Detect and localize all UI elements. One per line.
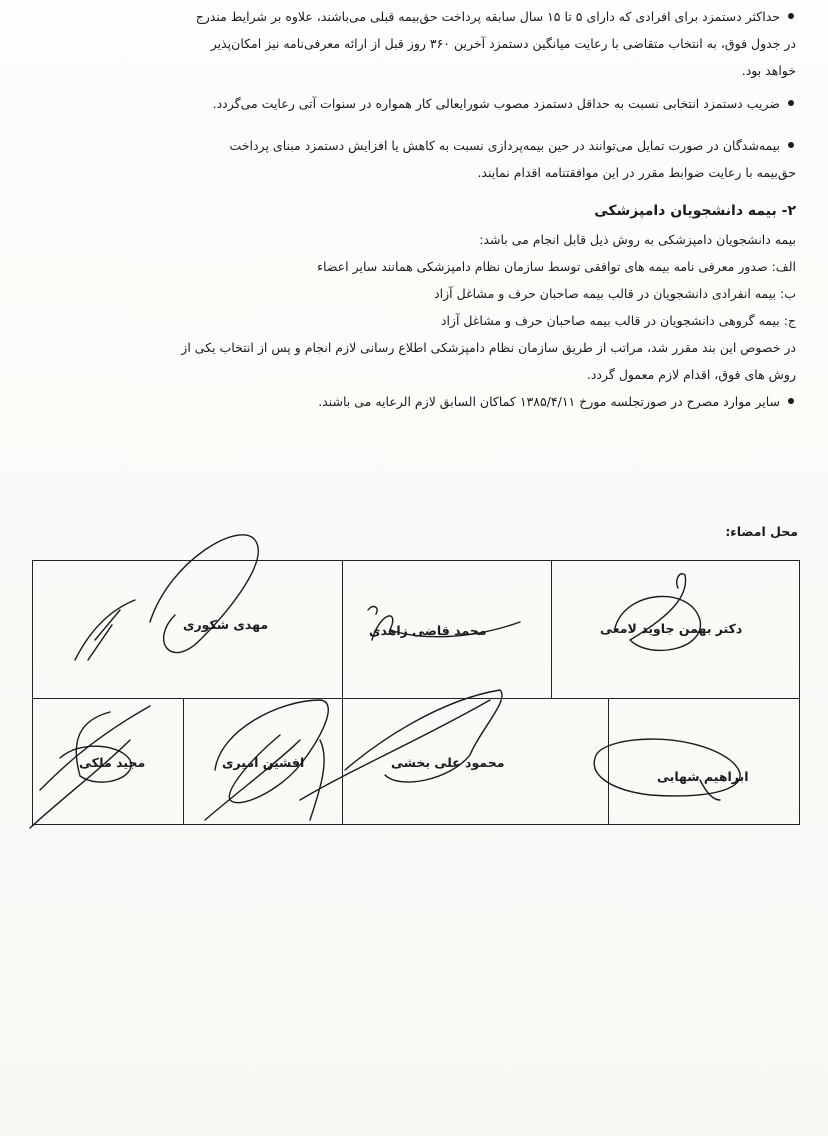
paragraph-line: در خصوص این بند مقرر شد، مراتب از طریق سازمان نظام دامپزشکی اطلاع رسانی لازم انجام و پس از انتخاب یکی از bbox=[181, 340, 796, 355]
signature-cell bbox=[33, 561, 343, 699]
signer-name: ابراهیم شهابی bbox=[657, 769, 749, 784]
signature-cell bbox=[609, 699, 800, 825]
paragraph-max-wage bbox=[36, 3, 796, 84]
signer-name: دکتر بهمن جاوید لامعی bbox=[600, 621, 743, 636]
paragraph-line: در جدول فوق، به انتخاب متقاضی با رعایت میانگین دستمزد آخرین ۳۶۰ روز قبل از ارائه معرفی‌نامه نیز امکان‌پذیر bbox=[210, 36, 796, 51]
paragraph-wage-coefficient bbox=[36, 90, 796, 117]
section-intro: بیمه دانشجویان دامپزشکی به روش ذیل قابل انجام می باشد: bbox=[479, 232, 796, 247]
signature-cell bbox=[33, 699, 184, 825]
paragraph-line: بیمه‌شدگان در صورت تمایل می‌توانند در حین بیمه‌پردازی نسبت به کاهش یا افزایش دستمزد مبنای پرداخت bbox=[36, 132, 796, 159]
paragraph-line: حق‌بیمه با رعایت ضوابط مقرر در این موافقتنامه اقدام نمایند. bbox=[477, 165, 796, 180]
paragraph-line: سایر موارد مصرح در صورتجلسه مورخ ۱۳۸۵/۴/۱۱ کماکان السابق لازم الرعایه می باشند. bbox=[36, 388, 796, 415]
signer-name: افشین امیری bbox=[222, 755, 305, 770]
paragraph-line: خواهد بود. bbox=[741, 63, 796, 78]
paragraph-line: ضریب دستمزد انتخابی نسبت به حداقل دستمزد مصوب شورایعالی کار همواره در سنوات آتی رعایت می‌گردد. bbox=[36, 90, 796, 117]
signature-cell bbox=[552, 561, 800, 699]
paragraph-line: روش های فوق، اقدام لازم معمول گردد. bbox=[586, 367, 796, 382]
section-heading: ۲- بیمه دانشجویان دامپزشکی bbox=[594, 203, 796, 219]
signer-name: مهدی شکوری bbox=[183, 617, 269, 632]
signature-cell bbox=[184, 699, 343, 825]
signature-cell bbox=[343, 699, 609, 825]
signer-name: مجید ملکی bbox=[79, 755, 146, 770]
signer-name: محمود علی بخشی bbox=[391, 755, 505, 770]
signer-name: محمد قاضی زاهدی bbox=[369, 623, 487, 638]
list-item: ج: بیمه گروهی دانشجویان در قالب بیمه صاحبان حرف و مشاغل آزاد bbox=[440, 313, 796, 328]
signature-section-label: محل امضاء: bbox=[725, 524, 798, 539]
paragraph-line: حداکثر دستمزد برای افرادی که دارای ۵ تا ۱۵ سال سابقه پرداخت حق‌بیمه قبلی می‌باشند، علاوه بر شرایط مندرج bbox=[36, 3, 796, 30]
signature-table bbox=[32, 560, 800, 825]
list-item: الف: صدور معرفی نامه بیمه های توافقی توسط سازمان نظام دامپزشکی همانند سایر اعضاء bbox=[317, 259, 796, 274]
section-vet-students bbox=[36, 196, 796, 415]
list-item: ب: بیمه انفرادی دانشجویان در قالب بیمه صاحبان حرف و مشاغل آزاد bbox=[434, 286, 796, 301]
signature-cell bbox=[343, 561, 552, 699]
paragraph-wage-change bbox=[36, 132, 796, 186]
